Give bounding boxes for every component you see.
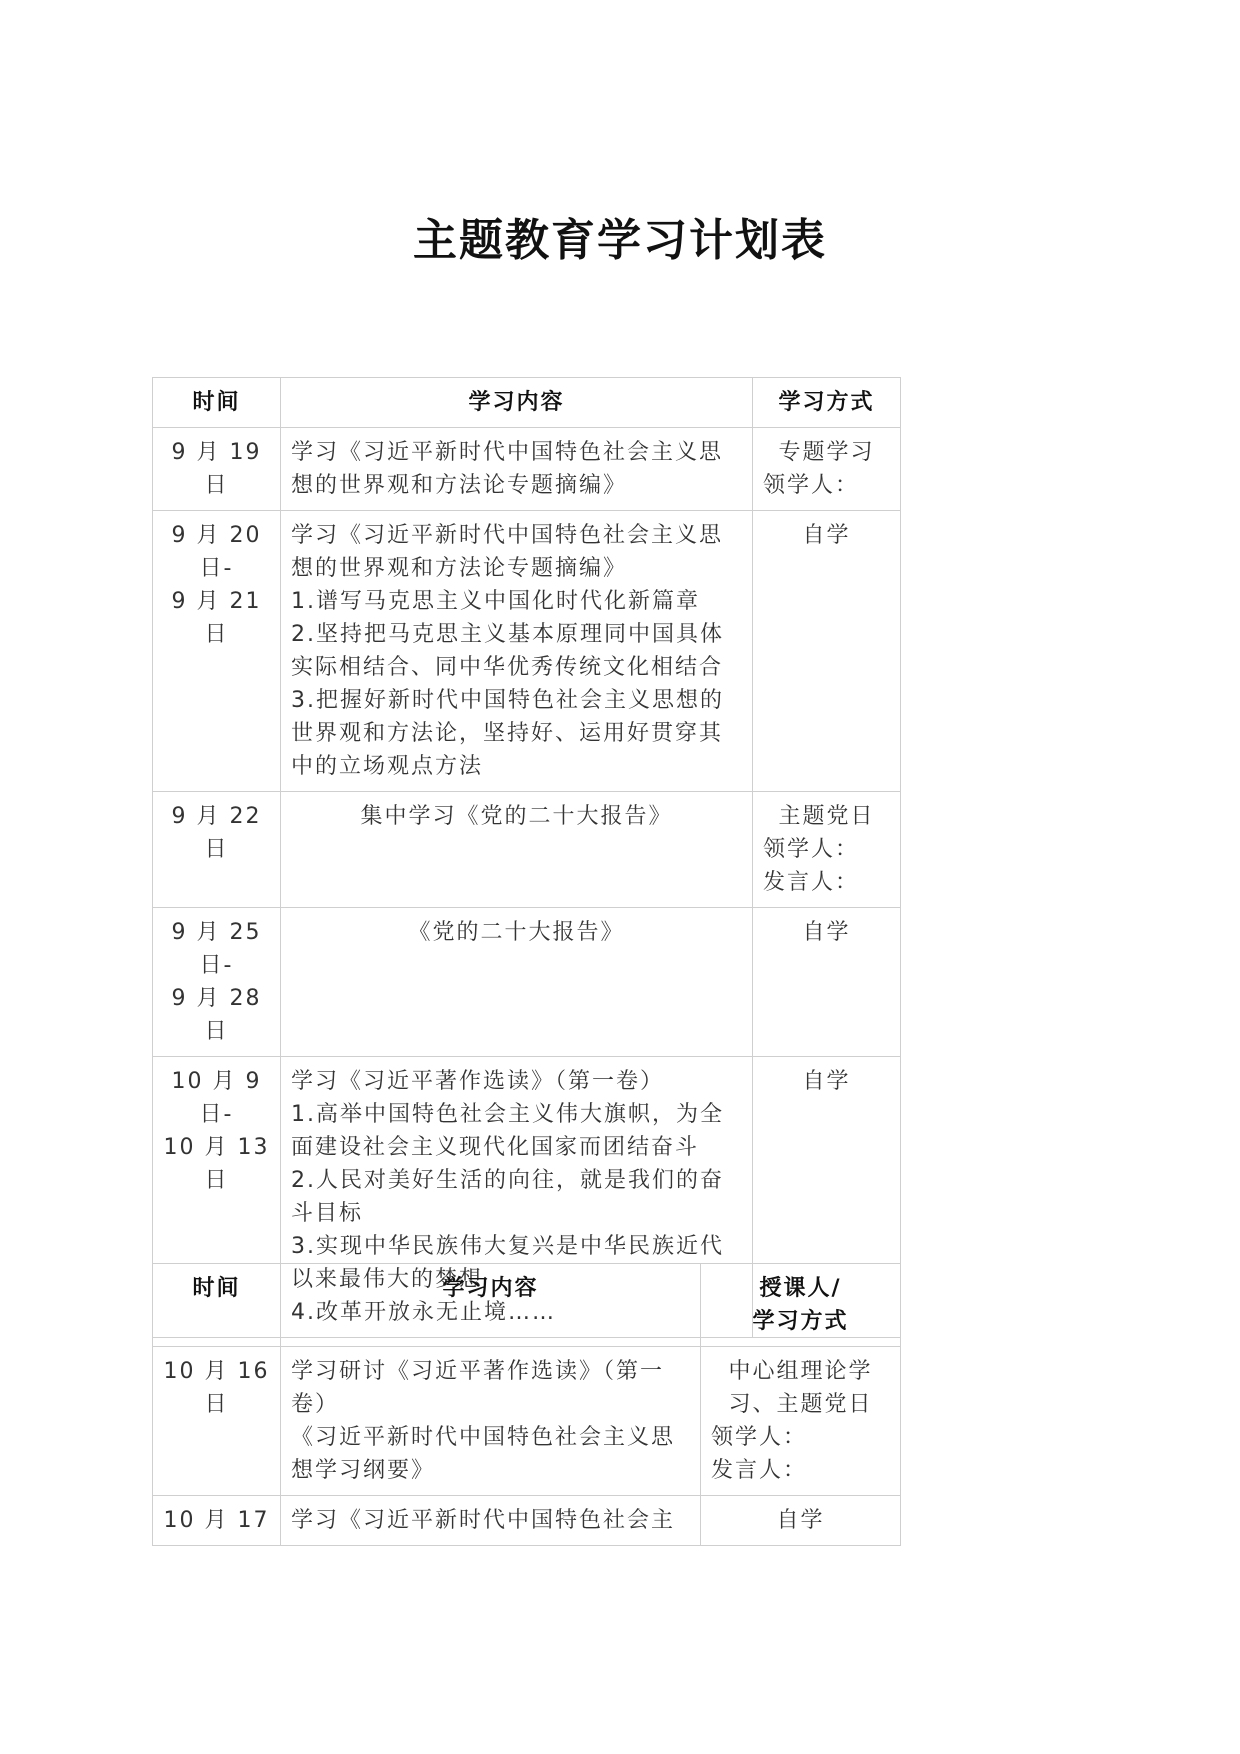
table-row <box>153 511 901 792</box>
time-text: 9 月 21 日 <box>171 589 262 647</box>
speaker-label: 发言人： <box>763 870 860 895</box>
content-cell <box>281 511 753 792</box>
content-item: 4.改革开放永无止境…… <box>291 1300 556 1325</box>
method-cell <box>753 792 901 908</box>
content-text: 学习《习近平新时代中国特色社会主义思想的世界观和方法论专题摘编》 <box>291 440 724 498</box>
method-text: 中心组理论学习、主题党日 <box>728 1359 873 1417</box>
time-cell <box>153 1496 281 1546</box>
method-cell <box>753 428 901 511</box>
content-cell <box>281 908 753 1057</box>
content-cell <box>281 1496 701 1546</box>
time-cell <box>153 908 281 1057</box>
time-cell <box>153 1347 281 1496</box>
content-text: 学习研讨《习近平著作选读》（第一卷） <box>291 1359 665 1417</box>
content-text: 学习《习近平著作选读》（第一卷） <box>291 1069 665 1094</box>
time-text: 9 月 19 日 <box>171 440 262 498</box>
header-content: 学习内容 <box>281 1264 701 1347</box>
leader-label: 领学人： <box>763 473 860 498</box>
method-text: 专题学习 <box>778 440 875 465</box>
content-item: 3.实现中华民族伟大复兴是中华民族近代以来最伟大的梦想 <box>291 1234 724 1292</box>
method-cell <box>701 1496 901 1546</box>
table-row <box>153 1347 901 1496</box>
content-item: 3.把握好新时代中国特色社会主义思想的世界观和方法论，坚持好、运用好贯穿其中的立场观点方法 <box>291 688 724 779</box>
method-text: 自学 <box>802 920 851 945</box>
header-method-line2: 学习方式 <box>752 1309 849 1334</box>
method-cell <box>753 511 901 792</box>
header-method: 学习方式 <box>753 378 901 428</box>
time-cell <box>153 428 281 511</box>
content-item: 2.坚持把马克思主义基本原理同中国具体实际相结合、同中华优秀传统文化相结合 <box>291 622 724 680</box>
table-header-row <box>153 378 901 428</box>
time-text: 日 <box>204 1392 229 1417</box>
time-text: 10 月 16 <box>163 1359 270 1384</box>
header-method <box>701 1264 901 1347</box>
time-text: 10 月 17 <box>163 1508 270 1533</box>
time-text: 10 月 9 日- <box>171 1069 262 1127</box>
method-text: 主题党日 <box>778 804 875 829</box>
content-cell <box>281 1347 701 1496</box>
content-cell <box>281 792 753 908</box>
content-text: 《习近平新时代中国特色社会主义思想学习纲要》 <box>291 1425 676 1483</box>
content-text: 集中学习《党的二十大报告》 <box>360 804 673 829</box>
content-item: 1.谱写马克思主义中国化时代化新篇章 <box>291 589 700 614</box>
content-cell <box>281 428 753 511</box>
table-row <box>153 1496 901 1546</box>
method-cell <box>753 908 901 1057</box>
leader-label: 领学人： <box>763 837 860 862</box>
study-plan-table-continued <box>152 1263 901 1546</box>
time-cell <box>153 792 281 908</box>
time-cell <box>153 511 281 792</box>
content-item: 1.高举中国特色社会主义伟大旗帜，为全面建设社会主义现代化国家而团结奋斗 <box>291 1102 724 1160</box>
method-cell <box>701 1347 901 1496</box>
content-item: 2.人民对美好生活的向往，就是我们的奋斗目标 <box>291 1168 724 1226</box>
method-text: 自学 <box>802 1069 851 1094</box>
header-method-line1: 授课人/ <box>759 1276 842 1301</box>
content-text: 学习《习近平新时代中国特色社会主 <box>291 1508 676 1533</box>
page-title: 主题教育学习计划表 <box>413 215 827 266</box>
content-text: 《党的二十大报告》 <box>408 920 625 945</box>
table-row <box>153 428 901 511</box>
time-text: 9 月 28 日 <box>171 986 262 1044</box>
content-text: 学习《习近平新时代中国特色社会主义思想的世界观和方法论专题摘编》 <box>291 523 724 581</box>
header-content: 学习内容 <box>281 378 753 428</box>
study-plan-table <box>152 377 901 1338</box>
time-text: 9 月 22 日 <box>171 804 262 862</box>
header-time: 时间 <box>153 1264 281 1347</box>
time-text: 日 <box>204 1168 229 1193</box>
table-header-row <box>153 1264 901 1347</box>
time-text: 9 月 25 日- <box>171 920 262 978</box>
time-text: 9 月 20 日- <box>171 523 262 581</box>
header-time: 时间 <box>153 378 281 428</box>
leader-label: 领学人： <box>711 1425 808 1450</box>
table-row <box>153 792 901 908</box>
method-text: 自学 <box>776 1508 825 1533</box>
time-text: 10 月 13 <box>163 1135 270 1160</box>
method-text: 自学 <box>802 523 851 548</box>
table-row <box>153 908 901 1057</box>
speaker-label: 发言人： <box>711 1458 808 1483</box>
